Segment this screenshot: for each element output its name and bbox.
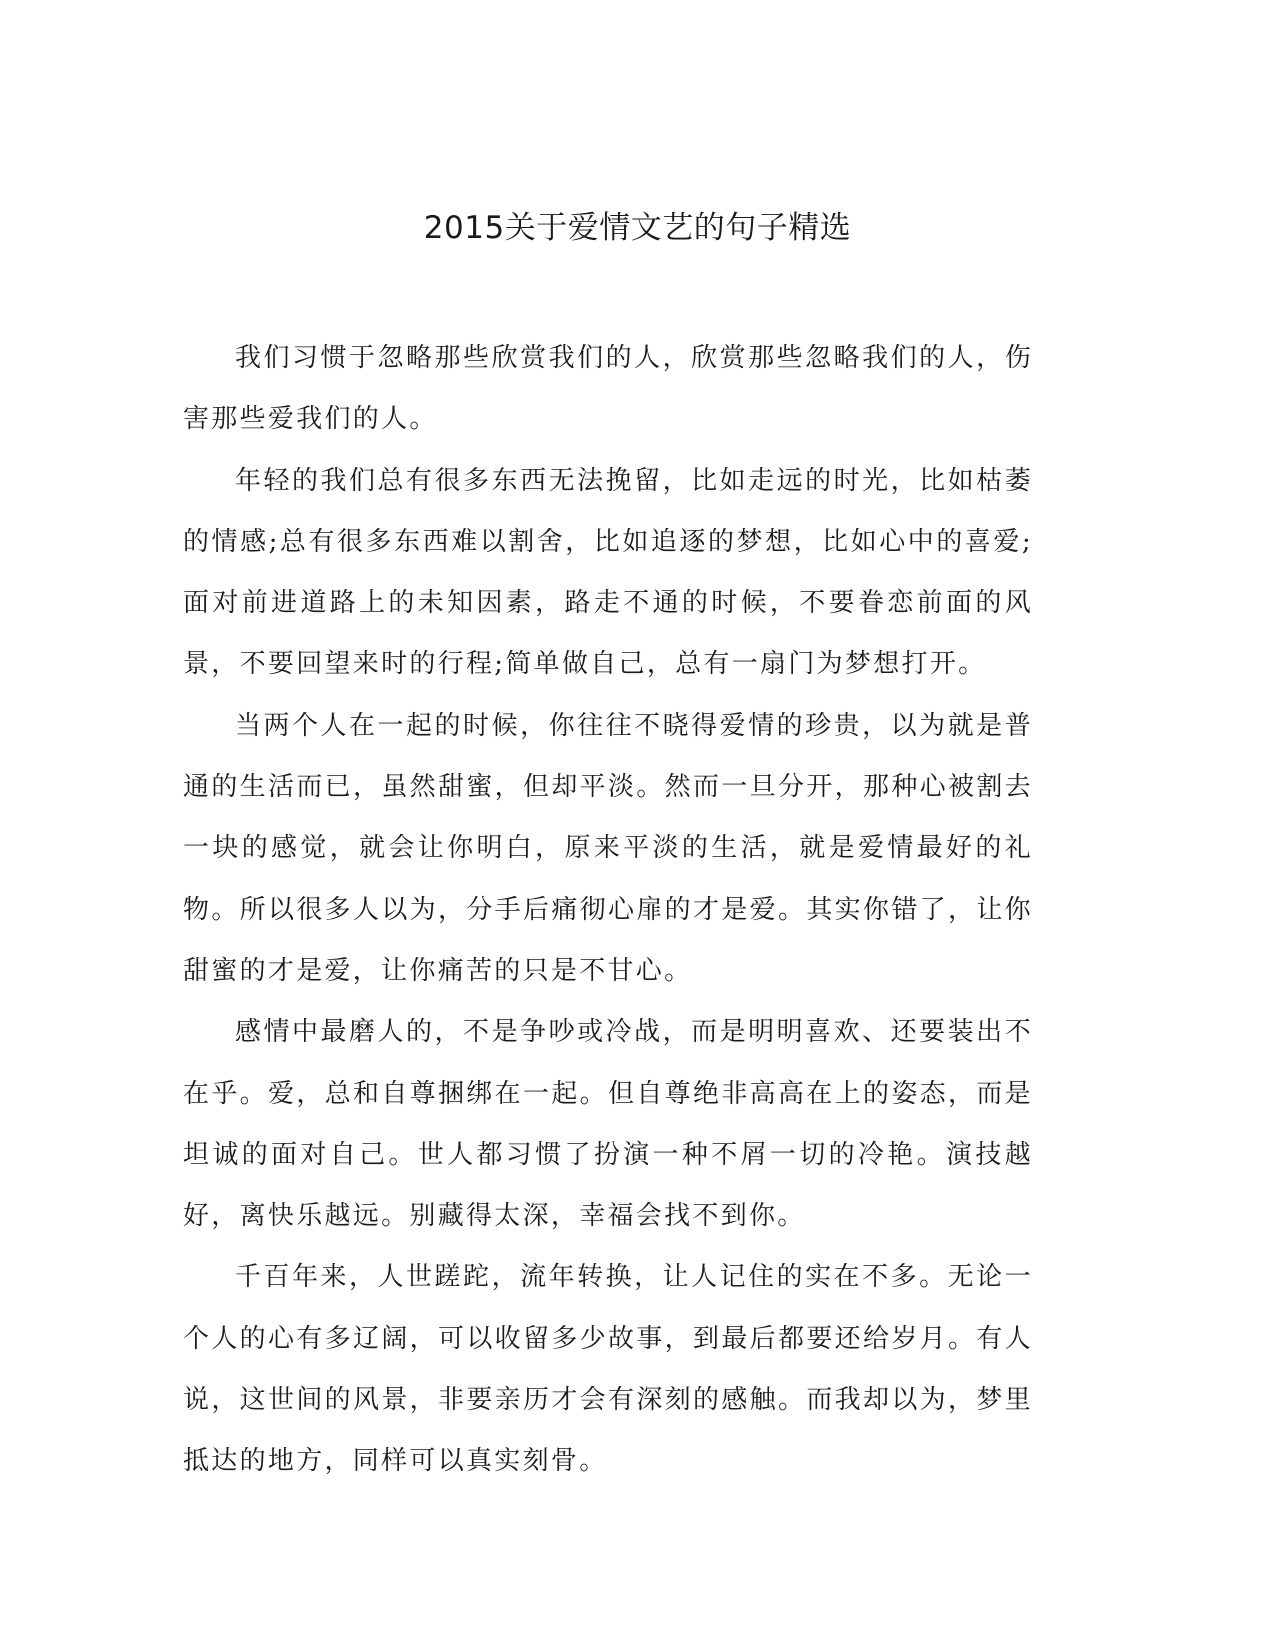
document-body [183,328,1033,1493]
paragraph: 我们习惯于忽略那些欣赏我们的人，欣赏那些忽略我们的人，伤害那些爱我们的人。 [183,343,1033,435]
paragraph: 当两个人在一起的时候，你往往不晓得爱情的珍贵，以为就是普通的生活而已，虽然甜蜜，但却平淡。然而一旦分开，那种心被割去一块的感觉，就会让你明白，原来平淡的生活，就是爱情最好的礼物。所以很多人以为，分手后痛彻心扉的才是爱。其实你错了，让你甜蜜的才是爱，让你痛苦的只是不甘心。 [183,710,1033,986]
paragraph: 年轻的我们总有很多东西无法挽留，比如走远的时光，比如枯萎的情感;总有很多东西难以割舍，比如追逐的梦想，比如心中的喜爱;面对前进道路上的未知因素，路走不通的时候，不要眷恋前面的风景，不要回望来时的行程;简单做自己，总有一扇门为梦想打开。 [183,465,1033,680]
paragraph: 千百年来，人世蹉跎，流年转换，让人记住的实在不多。无论一个人的心有多辽阔，可以收留多少故事，到最后都要还给岁月。有人说，这世间的风景，非要亲历才会有深刻的感触。而我却以为，梦里抵达的地方，同样可以真实刻骨。 [183,1262,1033,1477]
paragraph: 感情中最磨人的，不是争吵或冷战，而是明明喜欢、还要装出不在乎。爱，总和自尊捆绑在一起。但自尊绝非高高在上的姿态，而是坦诚的面对自己。世人都习惯了扮演一种不屑一切的冷艳。演技越好，离快乐越远。别藏得太深，幸福会找不到你。 [183,1017,1033,1232]
document-title: 2015关于爱情文艺的句子精选 [423,210,852,246]
